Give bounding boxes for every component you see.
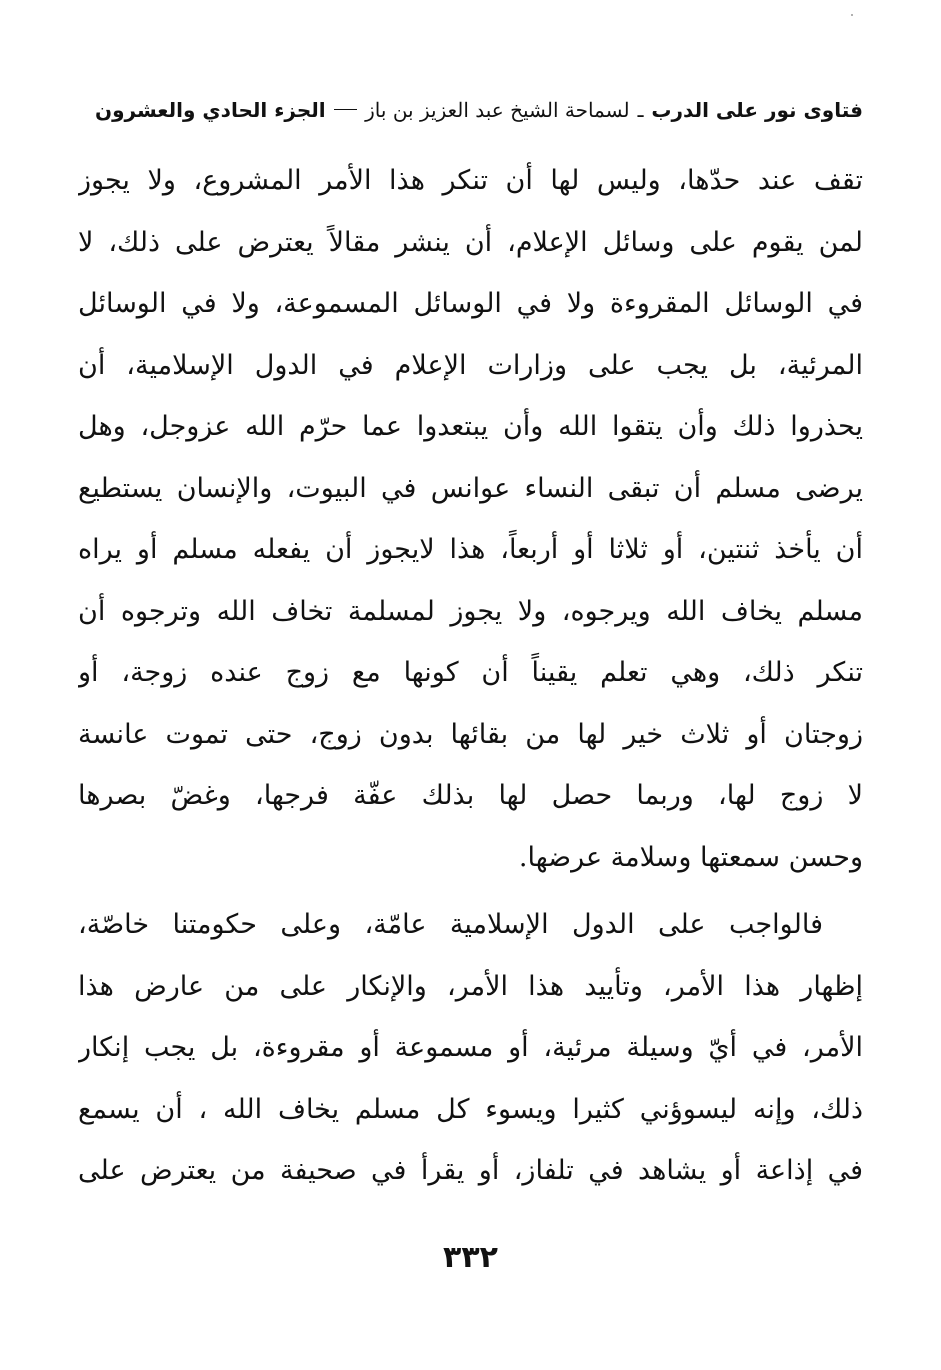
volume-part: الجزء الحادي والعشرون <box>95 98 326 122</box>
text-line: فالواجب على الدول الإسلامية عامّة، وعلى حكومتنا خاصّة، <box>78 909 823 940</box>
page-number: ٣٣٢ <box>443 1240 498 1275</box>
paragraph-1 <box>78 150 863 888</box>
header-separator: ـ <box>637 98 644 122</box>
text-line: تقف عند حدّها، وليس لها أن تنكر هذا الأمر المشروع، ولا يجوز <box>78 165 863 196</box>
text-line: في إذاعة أو يشاهد في تلفاز، أو يقرأ في صحيفة من يعترض على <box>78 1155 863 1186</box>
text-line: مسلم يخاف الله ويرجوه، ولا يجوز لمسلمة تخاف الله وترجوه أن <box>78 595 863 627</box>
text-line: يحذروا ذلك وأن يتقوا الله وأن يبتعدوا عما حرّم الله عزوجل، وهل <box>78 411 863 442</box>
text-line: وحسن سمعتها وسلامة عرضها. <box>518 841 863 873</box>
text-line: لمن يقوم على وسائل الإعلام، أن ينشر مقالاً يعترض على ذلك، لا <box>78 226 863 258</box>
body-text <box>78 150 863 1202</box>
book-title: فتاوى نور على الدرب <box>651 98 863 122</box>
text-line: أن يأخذ ثنتين، أو ثلاثا أو أربعاً، هذا لايجوز أن يفعله مسلم أو يراه <box>78 534 863 565</box>
paragraph-2 <box>78 894 863 1202</box>
text-line: لا زوج لها، وربما حصل لها بذلك عفّة فرجها، وغضّ بصرها <box>78 780 863 811</box>
text-line: في الوسائل المقروءة ولا في الوسائل المسموعة، ولا في الوسائل <box>78 288 863 319</box>
text-line: زوجتان أو ثلاث خير لها من بقائها بدون زوج، حتى تموت عانسة <box>78 718 863 750</box>
text-line: إظهار هذا الأمر، وتأييد هذا الأمر، والإنكار على من عارض هذا <box>78 970 863 1002</box>
text-line: المرئية، بل يجب على وزارات الإعلام في الدول الإسلامية، أن <box>78 349 863 381</box>
text-line: تنكر ذلك، وهي تعلم يقيناً أن كونها مع زوج عنده زوجة، أو <box>78 657 863 688</box>
author-name: لسماحة الشيخ عبد العزيز بن باز <box>365 98 630 122</box>
text-line: ذلك، وإنه ليسوؤني كثيرا ويسوء كل مسلم يخاف الله ، أن يسمع <box>78 1093 863 1125</box>
running-header <box>95 98 863 138</box>
text-line: الأمر، في أيّ وسيلة مرئية، أو مسموعة أو مقروءة، بل يجب إنكار <box>78 1032 863 1063</box>
header-rule <box>334 109 358 110</box>
scan-speck <box>851 14 853 16</box>
text-line: يرضى مسلم أن تبقى النساء عوانس في البيوت، والإنسان يستطيع <box>78 472 863 504</box>
